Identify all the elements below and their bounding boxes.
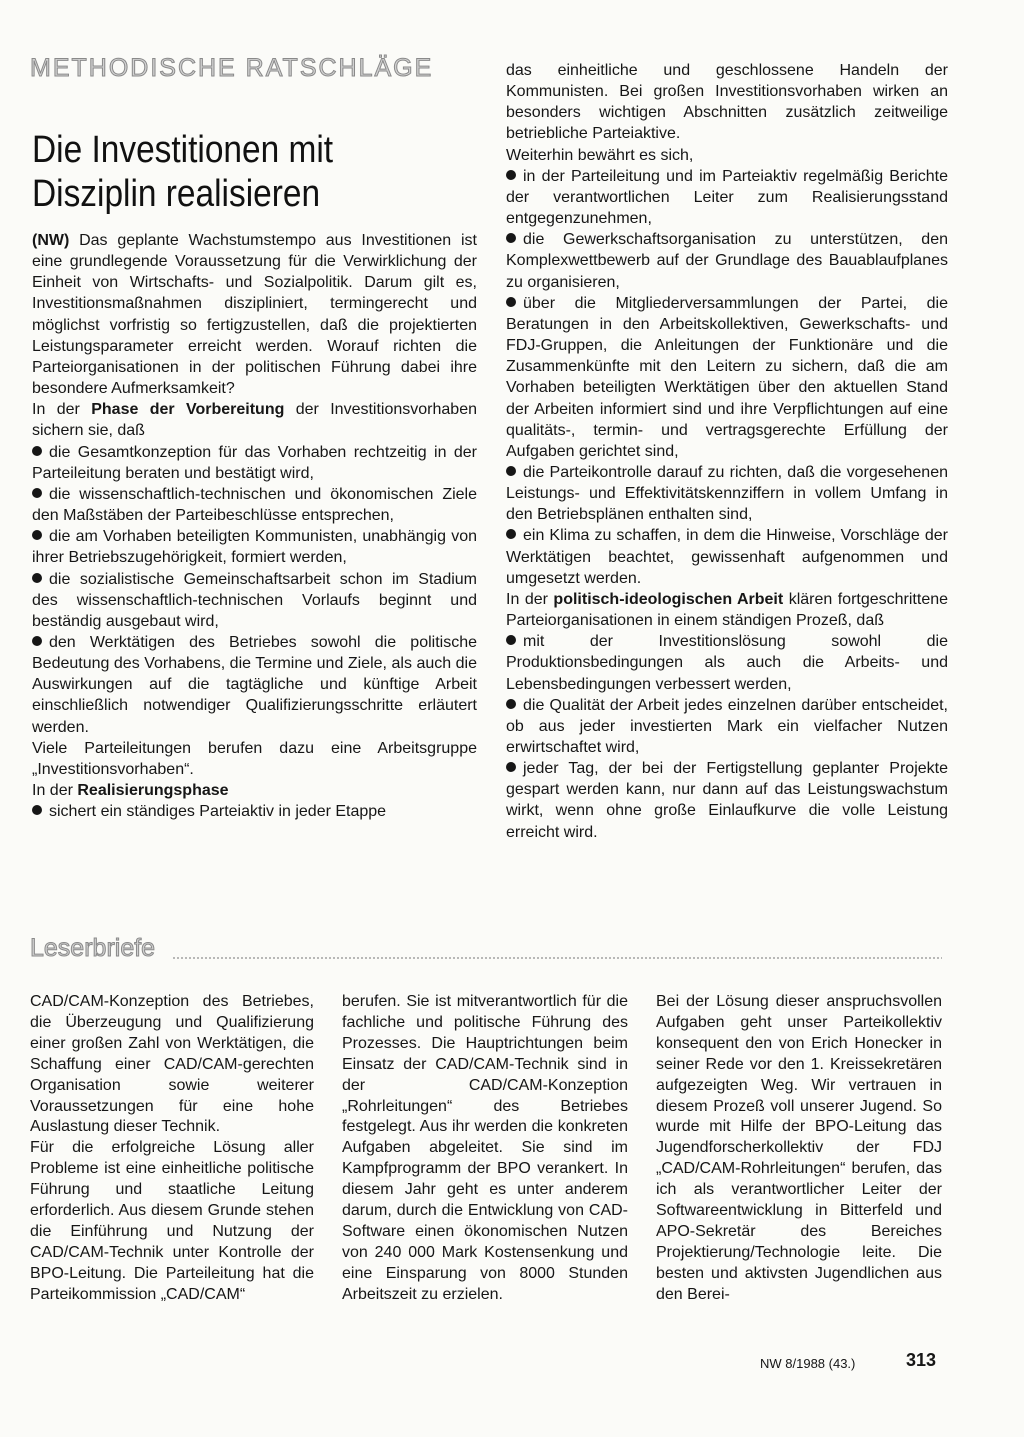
page-number: 313	[906, 1350, 937, 1370]
bullet-icon	[32, 488, 42, 498]
headline-line-2: Disziplin realisieren	[32, 173, 321, 215]
bullet-icon	[506, 699, 516, 709]
bullet-icon	[506, 635, 516, 645]
bullet-icon	[506, 762, 516, 772]
further-paragraph: Weiterhin bewährt es sich,	[506, 146, 694, 164]
letter-paragraph: Bei der Lösung dieser anspruchsvollen Aufgaben geht unser Parteikollektiv konsequent den von Erich Honecker in seiner Rede vor den 1. Kreissekretären aufgezeigten Weg. Wir vertrauen in diesem Prozeß voll unserer Jugend. So wurde mit Hilfe der BPO-Leitung das Jugendforscherkollektiv der FDJ „CAD/CAM-Rohrleitungen“ berufen, das ich als verantwortlicher Leiter der Softwareentwicklung in Bitterfeld und APO-Sekretär des Bereiches Projektierung/Technologie leite. Die besten und aktivsten Jugendlichen aus den Berei-	[656, 993, 942, 1303]
section-label: METHODISCHE RATSCHLÄGE	[30, 54, 434, 82]
list-item: die Qualität der Arbeit jedes einzelnen darüber entscheidet, ob aus jeder investierten Mark ein vielfacher Nutzen erwirtschaftet wird,	[506, 696, 948, 756]
list-item: in der Parteileitung und im Parteiaktiv regelmäßig Berichte der verantwortlichen Leiter zum Realisierungsstand entgegenzunehmen,	[506, 167, 948, 228]
bullet-icon	[32, 446, 42, 456]
bullet-icon	[32, 573, 42, 583]
list-item: die Gewerkschaftsorganisation zu unterstützen, den Komplexwettbewerb auf der Grundlage des Bauablaufplanes zu organisieren,	[506, 231, 948, 291]
list-item: ein Klima zu schaffen, in dem die Hinweise, Vorschläge der Werktätigen beachtet, gewissenhaft aufgenommen und umgesetzt werden.	[506, 527, 948, 587]
bullet-icon	[32, 636, 42, 646]
article-headline	[32, 128, 419, 216]
realization-bullet-continued: das einheitliche und geschlossene Handeln der Kommunisten. Bei großen Investitionsvorhaben wirken an besonders wichtigen Abschnitten zusätzlich zeitweilige betriebliche Parteiaktive.	[506, 62, 948, 143]
bullet-icon	[32, 805, 42, 815]
list-item: die wissenschaftlich-technischen und ökonomischen Ziele den Maßstäben der Parteibeschlüsse entsprechen,	[32, 485, 477, 525]
article-right-column	[506, 60, 948, 843]
phase-realization-heading: In der Realisierungsphase	[32, 782, 229, 800]
letter-paragraph: berufen. Sie ist mitverantwortlich für die fachliche und politische Führung des Prozesses. Die Hauptrichtungen beim Einsatz der CAD/CAM-Technik sind in der CAD/CAM-Konzeption „Rohrleitungen“ des Betriebes festgelegt. Aus ihr werden die konkreten Aufgaben abgeleitet. Sie sind im Kampfprogramm der BPO verankert. In diesem Jahr geht es unter anderem darum, durch die Entwicklung von CAD-Software einen ökonomischen Nutzen von 240 000 Mark Kostensenkung und eine Einsparung von 8000 Stunden Arbeitszeit zu erzielen.	[342, 993, 628, 1303]
letter-column-3	[656, 992, 942, 1306]
letters-section-label: Leserbriefe	[30, 934, 156, 962]
letter-paragraph: CAD/CAM-Konzeption des Betriebes, die Überzeugung und Qualifizierung einer großen Zahl von Werktätigen, die Schaffung einer CAD/CAM-gerechten Organisation sowie weiterer Voraussetzungen für eine hohe Auslastung dieser Technik.	[30, 993, 314, 1136]
letter-column-1	[30, 992, 314, 1306]
list-item	[32, 801, 477, 822]
workgroup-paragraph: Viele Parteileitungen berufen dazu eine Arbeitsgruppe „Investitionsvorhaben“.	[32, 739, 477, 778]
bullet-icon	[506, 466, 516, 476]
letter-column-2	[342, 992, 628, 1306]
realization-bullet-start: sichert ein ständiges Parteiaktiv in jeder Etappe	[49, 803, 387, 821]
intro-paragraph: (NW) Das geplante Wachstumstempo aus Investitionen ist eine grundlegende Voraussetzung für die Verwirklichung der Einheit von Wirtschafts- und Sozialpolitik. Darum gilt es, Investitionsmaßnahmen diszipliniert, termingerecht und möglichst vorfristig so fertigzustellen, daß die projektierten Leistungsparameter erreicht werden. Worauf richten die Parteiorganisationen in der politischen Führung dabei ihre besondere Aufmerksamkeit?	[32, 232, 477, 398]
source-tag: (NW)	[32, 232, 70, 249]
list-item: mit der Investitionslösung sowohl die Produktionsbedingungen als auch die Arbeits- und Lebensbedingungen verbessert werden,	[506, 633, 948, 693]
list-item: die Gesamtkonzeption für das Vorhaben rechtzeitig in der Parteileitung beraten und bestätigt wird,	[32, 443, 477, 482]
list-item: über die Mitgliederversammlungen der Partei, die Beratungen in den Arbeitskollektiven, Gewerkschafts- und FDJ-Gruppen, die Anleitungen der Funktionäre und die Zusammenkünfte mit den Leitern zu sichern, daß die am Vorhaben beteiligten Werktätigen über den aktuellen Stand der Arbeiten informiert sind und ihre Verpflichtungen auf eine qualitäts-, termin- und vertragsgerechte Erfüllung der Aufgaben gerichtet sind,	[506, 294, 948, 460]
bullet-icon	[506, 170, 516, 180]
bullet-icon	[506, 297, 516, 307]
phase-preparation-heading: In der Phase der Vorbereitung der Investitionsvorhaben sichern sie, daß	[32, 401, 477, 440]
article-left-column	[32, 230, 477, 822]
list-item: den Werktätigen des Betriebes sowohl die politische Bedeutung des Vorhabens, die Termine und Ziele, als auch die Auswirkungen auf die tagtägliche und künftige Arbeit einschließlich notwendiger Qualifizierungsschritte erläutert werden.	[32, 633, 477, 736]
bullet-icon	[506, 529, 516, 539]
bullet-icon	[32, 530, 42, 540]
issue-reference: NW 8/1988 (43.)	[760, 1356, 856, 1371]
list-item: die Parteikontrolle darauf zu richten, daß die vorgesehenen Leistungs- und Effektivitätskennziffern in vollem Umfang in den Betriebsplänen enthalten sind,	[506, 463, 948, 524]
letter-paragraph: Für die erfolgreiche Lösung aller Probleme ist eine einheitliche politische Führung und staatliche Leitung erforderlich. Aus diesem Grunde stehen die Einführung und Nutzung der CAD/CAM-Technik unter Kontrolle der BPO-Leitung. Die Parteileitung hat die Parteikommission „CAD/CAM“	[30, 1139, 314, 1303]
phase-ideological-heading: In der politisch-ideologischen Arbeit klären fortgeschrittene Parteiorganisationen in einem ständigen Prozeß, daß	[506, 590, 949, 630]
headline-line-1: Die Investitionen mit	[32, 129, 334, 171]
bullet-icon	[506, 233, 516, 243]
list-item: die sozialistische Gemeinschaftsarbeit schon im Stadium des wissenschaftlich-technischen Vorlaufs beginnt und beständig ausgebaut wird,	[32, 570, 477, 630]
list-item: jeder Tag, der bei der Fertigstellung geplanter Projekte gespart werden kann, nur dann auf das Leistungswachstum wirkt, wenn ohne große Einlaufkurve die volle Leistung erreicht wird.	[506, 760, 948, 841]
list-item: die am Vorhaben beteiligten Kommunisten, unabhängig von ihrer Betriebszugehörigkeit, formiert werden,	[32, 528, 477, 567]
section-divider	[172, 956, 942, 960]
